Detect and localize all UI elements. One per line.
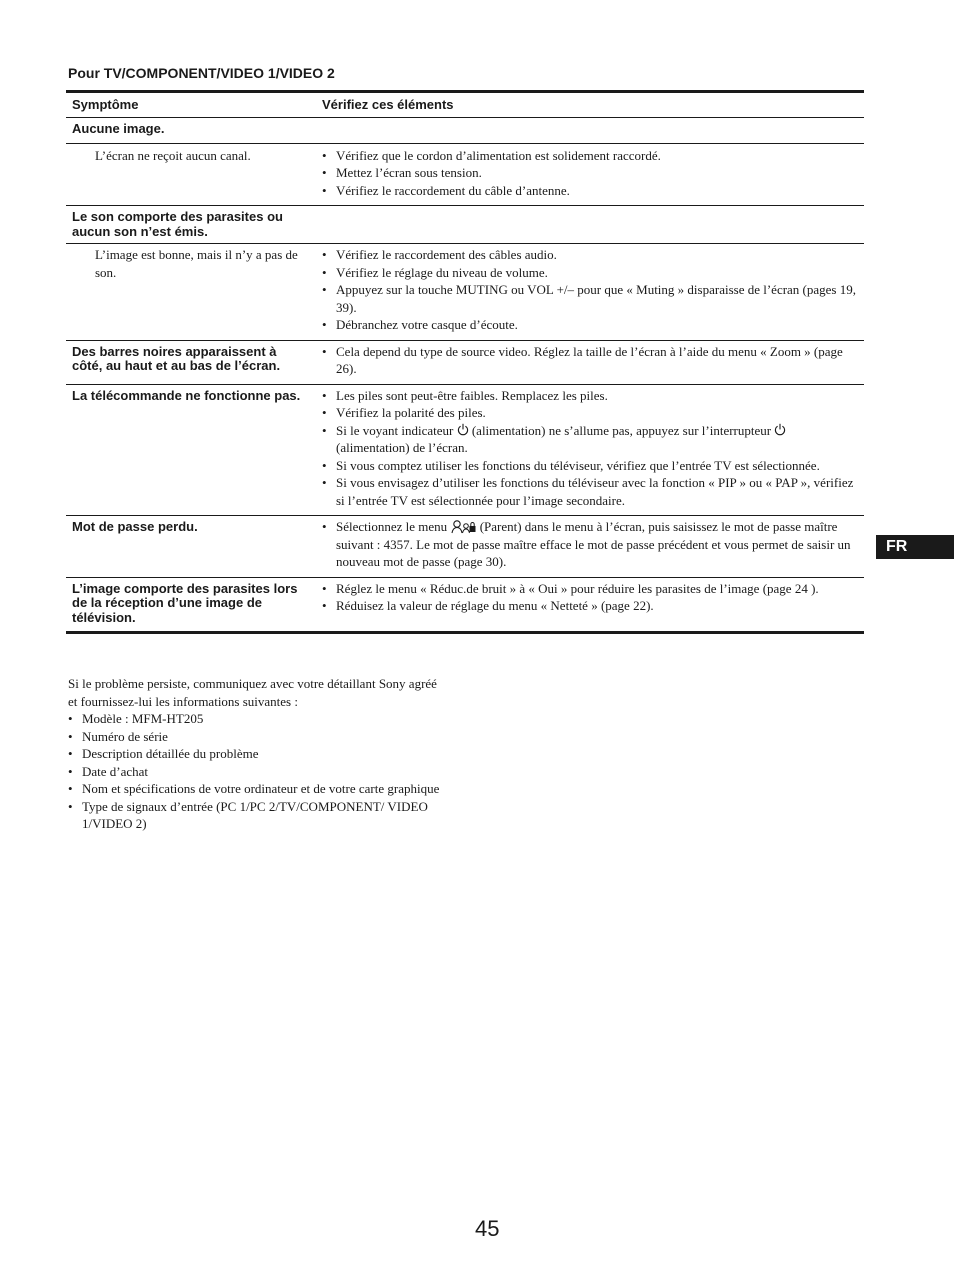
cause-cell: L’image est bonne, mais il n’y a pas de son. [66,244,316,341]
list-item [322,422,856,457]
list-item [322,518,856,571]
power-icon [457,423,469,436]
checks-cell [316,244,864,341]
list-item: • Type de signaux d’entrée (PC 1/PC 2/TV/COMPONENT/ VIDEO 1/VIDEO 2) [68,798,448,833]
table-row [66,244,864,341]
list-item: • Réglez le menu « Réduc.de bruit » à « Oui » pour réduire les parasites de l’image (page 24 ). [322,580,856,598]
list-item: • Réduisez la valeur de réglage du menu « Netteté » (page 22). [322,597,856,615]
list-item: • Numéro de série [68,728,448,746]
contact-section [68,675,448,833]
list-item: • Vérifiez que le cordon d’alimentation est solidement raccordé. [322,147,856,165]
list-item: • Description détaillée du problème [68,745,448,763]
checks-cell [316,340,864,384]
symptom-cell: L’image comporte des parasites lors de la réception d’une image de télévision. [72,580,298,625]
parent-lock-icon [450,518,476,534]
table-row [66,206,864,244]
power-check-text-2: (alimentation) ne s’allume pas, appuyez sur l’interrupteur [471,422,772,438]
list-item: • Vérifiez la polarité des piles. [322,404,856,422]
header-checks: Vérifiez ces éléments [316,92,864,118]
header-symptom: Symptôme [66,92,316,118]
list-item: • Vérifiez le réglage du niveau de volume. [322,264,856,282]
list-item: • Mettez l’écran sous tension. [322,164,856,182]
checks-cell [316,577,864,633]
power-icon [774,423,786,436]
symptom-cell: Le son comporte des parasites ou aucun son n’est émis. [66,206,316,244]
symptom-cell: Aucune image. [66,118,864,144]
cause-cell: L’écran ne reçoit aucun canal. [66,143,316,206]
list-item: • Débranchez votre casque d’écoute. [322,316,856,334]
table-row [66,384,864,516]
symptom-cell: Mot de passe perdu. [66,516,316,578]
list-item: • Appuyez sur la touche MUTING ou VOL +/– pour que « Muting » disparaisse de l’écran (pages 19, 39). [322,281,856,316]
list-item: • Vérifiez le raccordement du câble d’antenne. [322,182,856,200]
table-row [66,577,864,633]
symptom-cell: Des barres noires apparaissent à côté, au haut et au bas de l’écran. [66,340,316,384]
power-check-text-3: (alimentation) de l’écran. [336,440,468,455]
checks-cell [316,516,864,578]
symptom-cell: La télécommande ne fonctionne pas. [66,384,316,516]
list-item: • Modèle : MFM-HT205 [68,710,448,728]
password-check-text-1: Sélectionnez le menu [336,519,448,534]
table-row [66,516,864,578]
password-check-text-2: (Parent) dans le menu à l’écran, puis saisissez le mot de passe maître suivant : 4357. Le mot de passe maître efface le mot de passe précédent et vous permet de saisir un nouveau mot de passe (page 30). [336,519,851,569]
list-item: • Vérifiez le raccordement des câbles audio. [322,246,856,264]
list-item: • Cela depend du type de source video. Réglez la taille de l’écran à l’aide du menu « Zoom » (page 26). [322,343,856,378]
section-title: Pour TV/COMPONENT/VIDEO 1/VIDEO 2 [68,65,335,81]
checks-cell [316,143,864,206]
checks-cell [316,384,864,516]
table-header-row [66,92,864,118]
power-check-text-1: Si le voyant indicateur [336,422,454,438]
table-row [66,143,864,206]
list-item: • Si vous comptez utiliser les fonctions du téléviseur, vérifiez que l’entrée TV est sélectionnée. [322,457,856,475]
contact-intro: Si le problème persiste, communiquez avec votre détaillant Sony agréé et fournissez-lui les informations suivantes : [68,676,437,709]
list-item: • Nom et spécifications de votre ordinateur et de votre carte graphique [68,780,448,798]
table-row [66,118,864,144]
page-number: 45 [475,1216,500,1241]
list-item: • Date d’achat [68,763,448,781]
language-tab: FR [876,535,954,559]
troubleshooting-table [66,90,864,634]
table-row [66,340,864,384]
list-item: • Si vous envisagez d’utiliser les fonctions du téléviseur avec la fonction « PIP » ou « PAP », vérifiez si l’entrée TV est sélectionnée pour l’image secondaire. [322,474,856,509]
list-item: • Les piles sont peut-être faibles. Remplacez les piles. [322,387,856,405]
